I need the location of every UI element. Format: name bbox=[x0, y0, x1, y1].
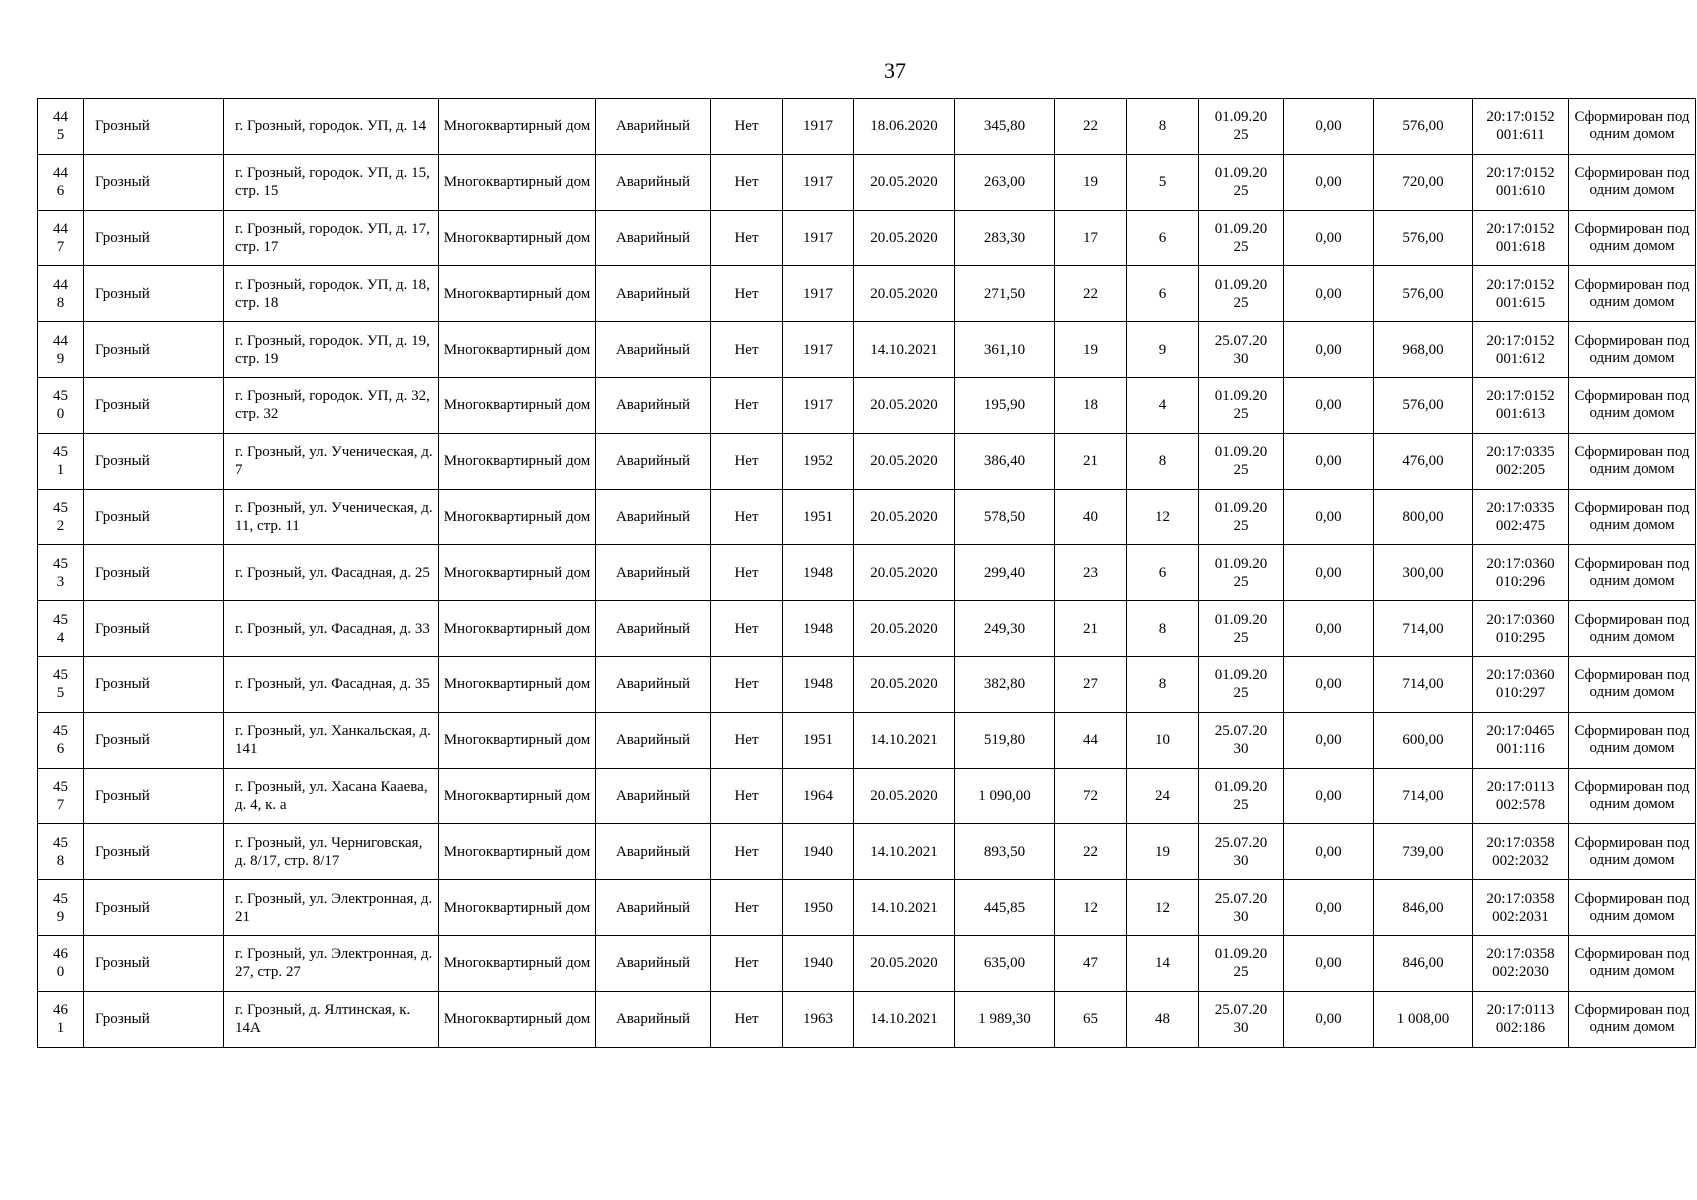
cell-planned-resettlement-date: 25.07.20 30 bbox=[1199, 991, 1284, 1047]
cell-land-plot-status: Сформирован под одним домом bbox=[1569, 489, 1696, 545]
cell-land-plot-status: Сформирован под одним домом bbox=[1569, 210, 1696, 266]
cell-total-area: 271,50 bbox=[955, 266, 1055, 322]
page-number: 37 bbox=[884, 58, 906, 83]
cell-municipality: Грозный bbox=[84, 154, 224, 210]
table-row bbox=[38, 545, 1696, 601]
cell-residents-count: 19 bbox=[1055, 322, 1127, 378]
cell-planned-resettlement-date: 01.09.20 25 bbox=[1199, 489, 1284, 545]
cell-cultural-heritage: Нет bbox=[711, 210, 783, 266]
cell-address: г. Грозный, городок. УП, д. 15, стр. 15 bbox=[224, 154, 439, 210]
cell-building-type: Многоквартирный дом bbox=[439, 991, 596, 1047]
cell-address: г. Грозный, ул. Электронная, д. 21 bbox=[224, 880, 439, 936]
cell-total-area: 519,80 bbox=[955, 712, 1055, 768]
cell-price-value: 846,00 bbox=[1374, 935, 1473, 991]
cell-municipality: Грозный bbox=[84, 601, 224, 657]
cell-area-value: 0,00 bbox=[1284, 322, 1374, 378]
table-row bbox=[38, 433, 1696, 489]
cell-residents-count: 12 bbox=[1055, 880, 1127, 936]
cell-condition: Аварийный bbox=[596, 601, 711, 657]
cell-total-area: 386,40 bbox=[955, 433, 1055, 489]
cell-price-value: 739,00 bbox=[1374, 824, 1473, 880]
cell-residents-count: 17 bbox=[1055, 210, 1127, 266]
cell-area-value: 0,00 bbox=[1284, 489, 1374, 545]
cell-apartments-count: 24 bbox=[1127, 768, 1199, 824]
cell-cadastral-number: 20:17:0360 010:295 bbox=[1473, 601, 1569, 657]
cell-address: г. Грозный, городок. УП, д. 18, стр. 18 bbox=[224, 266, 439, 322]
cell-planned-resettlement-date: 25.07.20 30 bbox=[1199, 880, 1284, 936]
cell-planned-resettlement-date: 01.09.20 25 bbox=[1199, 154, 1284, 210]
cell-residents-count: 72 bbox=[1055, 768, 1127, 824]
table-row bbox=[38, 99, 1696, 155]
cell-municipality: Грозный bbox=[84, 824, 224, 880]
cell-cultural-heritage: Нет bbox=[711, 154, 783, 210]
cell-building-type: Многоквартирный дом bbox=[439, 601, 596, 657]
table-row bbox=[38, 880, 1696, 936]
cell-price-value: 714,00 bbox=[1374, 601, 1473, 657]
cell-land-plot-status: Сформирован под одним домом bbox=[1569, 768, 1696, 824]
cell-area-value: 0,00 bbox=[1284, 768, 1374, 824]
cell-recognition-date: 14.10.2021 bbox=[854, 824, 955, 880]
cell-recognition-date: 14.10.2021 bbox=[854, 712, 955, 768]
cell-apartments-count: 19 bbox=[1127, 824, 1199, 880]
cell-planned-resettlement-date: 01.09.20 25 bbox=[1199, 99, 1284, 155]
cell-municipality: Грозный bbox=[84, 210, 224, 266]
table-row bbox=[38, 656, 1696, 712]
cell-price-value: 576,00 bbox=[1374, 377, 1473, 433]
cell-construction-year: 1940 bbox=[783, 824, 854, 880]
cell-total-area: 893,50 bbox=[955, 824, 1055, 880]
cell-residents-count: 21 bbox=[1055, 601, 1127, 657]
cell-land-plot-status: Сформирован под одним домом bbox=[1569, 266, 1696, 322]
cell-recognition-date: 14.10.2021 bbox=[854, 991, 955, 1047]
cell-price-value: 300,00 bbox=[1374, 545, 1473, 601]
cell-building-type: Многоквартирный дом bbox=[439, 489, 596, 545]
cell-price-value: 476,00 bbox=[1374, 433, 1473, 489]
cell-area-value: 0,00 bbox=[1284, 935, 1374, 991]
table-row bbox=[38, 935, 1696, 991]
cell-land-plot-status: Сформирован под одним домом bbox=[1569, 99, 1696, 155]
cell-address: г. Грозный, ул. Ханкальская, д. 141 bbox=[224, 712, 439, 768]
table-row bbox=[38, 768, 1696, 824]
cell-total-area: 635,00 bbox=[955, 935, 1055, 991]
cell-condition: Аварийный bbox=[596, 768, 711, 824]
cell-land-plot-status: Сформирован под одним домом bbox=[1569, 880, 1696, 936]
housing-registry-table bbox=[37, 98, 1696, 1048]
cell-cultural-heritage: Нет bbox=[711, 712, 783, 768]
cell-cultural-heritage: Нет bbox=[711, 433, 783, 489]
cell-total-area: 195,90 bbox=[955, 377, 1055, 433]
cell-municipality: Грозный bbox=[84, 768, 224, 824]
cell-recognition-date: 20.05.2020 bbox=[854, 266, 955, 322]
cell-municipality: Грозный bbox=[84, 433, 224, 489]
cell-condition: Аварийный bbox=[596, 433, 711, 489]
cell-residents-count: 22 bbox=[1055, 99, 1127, 155]
cell-apartments-count: 9 bbox=[1127, 322, 1199, 378]
cell-cultural-heritage: Нет bbox=[711, 601, 783, 657]
cell-address: г. Грозный, ул. Хасана Кааева, д. 4, к. а bbox=[224, 768, 439, 824]
cell-land-plot-status: Сформирован под одним домом bbox=[1569, 433, 1696, 489]
cell-price-value: 714,00 bbox=[1374, 768, 1473, 824]
cell-area-value: 0,00 bbox=[1284, 433, 1374, 489]
cell-cadastral-number: 20:17:0152 001:618 bbox=[1473, 210, 1569, 266]
cell-residents-count: 44 bbox=[1055, 712, 1127, 768]
cell-apartments-count: 12 bbox=[1127, 880, 1199, 936]
table-row bbox=[38, 154, 1696, 210]
cell-building-type: Многоквартирный дом bbox=[439, 656, 596, 712]
cell-recognition-date: 20.05.2020 bbox=[854, 489, 955, 545]
cell-total-area: 249,30 bbox=[955, 601, 1055, 657]
table-row bbox=[38, 322, 1696, 378]
cell-cadastral-number: 20:17:0152 001:611 bbox=[1473, 99, 1569, 155]
cell-address: г. Грозный, ул. Черниговская, д. 8/17, стр. 8/17 bbox=[224, 824, 439, 880]
cell-total-area: 345,80 bbox=[955, 99, 1055, 155]
cell-municipality: Грозный bbox=[84, 99, 224, 155]
cell-apartments-count: 8 bbox=[1127, 656, 1199, 712]
cell-building-type: Многоквартирный дом bbox=[439, 712, 596, 768]
cell-land-plot-status: Сформирован под одним домом bbox=[1569, 824, 1696, 880]
cell-row-number: 45 5 bbox=[38, 656, 84, 712]
cell-cadastral-number: 20:17:0152 001:612 bbox=[1473, 322, 1569, 378]
cell-residents-count: 27 bbox=[1055, 656, 1127, 712]
cell-area-value: 0,00 bbox=[1284, 154, 1374, 210]
cell-row-number: 45 6 bbox=[38, 712, 84, 768]
cell-row-number: 45 7 bbox=[38, 768, 84, 824]
cell-condition: Аварийный bbox=[596, 154, 711, 210]
cell-apartments-count: 6 bbox=[1127, 266, 1199, 322]
cell-condition: Аварийный bbox=[596, 266, 711, 322]
cell-planned-resettlement-date: 25.07.20 30 bbox=[1199, 824, 1284, 880]
cell-price-value: 800,00 bbox=[1374, 489, 1473, 545]
cell-condition: Аварийный bbox=[596, 656, 711, 712]
cell-municipality: Грозный bbox=[84, 489, 224, 545]
cell-row-number: 44 5 bbox=[38, 99, 84, 155]
cell-planned-resettlement-date: 01.09.20 25 bbox=[1199, 656, 1284, 712]
cell-land-plot-status: Сформирован под одним домом bbox=[1569, 935, 1696, 991]
cell-total-area: 283,30 bbox=[955, 210, 1055, 266]
cell-cadastral-number: 20:17:0152 001:610 bbox=[1473, 154, 1569, 210]
cell-area-value: 0,00 bbox=[1284, 880, 1374, 936]
cell-area-value: 0,00 bbox=[1284, 210, 1374, 266]
table-row bbox=[38, 712, 1696, 768]
cell-condition: Аварийный bbox=[596, 935, 711, 991]
cell-recognition-date: 20.05.2020 bbox=[854, 768, 955, 824]
cell-residents-count: 19 bbox=[1055, 154, 1127, 210]
cell-apartments-count: 8 bbox=[1127, 99, 1199, 155]
cell-construction-year: 1917 bbox=[783, 210, 854, 266]
cell-apartments-count: 5 bbox=[1127, 154, 1199, 210]
cell-construction-year: 1952 bbox=[783, 433, 854, 489]
cell-area-value: 0,00 bbox=[1284, 99, 1374, 155]
cell-building-type: Многоквартирный дом bbox=[439, 880, 596, 936]
cell-price-value: 846,00 bbox=[1374, 880, 1473, 936]
cell-municipality: Грозный bbox=[84, 935, 224, 991]
cell-apartments-count: 6 bbox=[1127, 545, 1199, 601]
cell-construction-year: 1963 bbox=[783, 991, 854, 1047]
cell-condition: Аварийный bbox=[596, 880, 711, 936]
cell-apartments-count: 10 bbox=[1127, 712, 1199, 768]
table-row bbox=[38, 377, 1696, 433]
cell-construction-year: 1948 bbox=[783, 601, 854, 657]
cell-cultural-heritage: Нет bbox=[711, 99, 783, 155]
cell-cultural-heritage: Нет bbox=[711, 880, 783, 936]
cell-recognition-date: 20.05.2020 bbox=[854, 154, 955, 210]
table-row bbox=[38, 601, 1696, 657]
cell-building-type: Многоквартирный дом bbox=[439, 266, 596, 322]
cell-total-area: 1 090,00 bbox=[955, 768, 1055, 824]
cell-total-area: 263,00 bbox=[955, 154, 1055, 210]
cell-cultural-heritage: Нет bbox=[711, 935, 783, 991]
cell-construction-year: 1917 bbox=[783, 154, 854, 210]
cell-building-type: Многоквартирный дом bbox=[439, 433, 596, 489]
cell-address: г. Грозный, городок. УП, д. 14 bbox=[224, 99, 439, 155]
cell-municipality: Грозный bbox=[84, 545, 224, 601]
cell-cultural-heritage: Нет bbox=[711, 322, 783, 378]
cell-recognition-date: 20.05.2020 bbox=[854, 601, 955, 657]
cell-planned-resettlement-date: 01.09.20 25 bbox=[1199, 377, 1284, 433]
cell-area-value: 0,00 bbox=[1284, 712, 1374, 768]
cell-condition: Аварийный bbox=[596, 489, 711, 545]
cell-residents-count: 18 bbox=[1055, 377, 1127, 433]
cell-cadastral-number: 20:17:0335 002:475 bbox=[1473, 489, 1569, 545]
cell-row-number: 46 1 bbox=[38, 991, 84, 1047]
cell-construction-year: 1951 bbox=[783, 489, 854, 545]
cell-planned-resettlement-date: 01.09.20 25 bbox=[1199, 266, 1284, 322]
cell-building-type: Многоквартирный дом bbox=[439, 768, 596, 824]
cell-cultural-heritage: Нет bbox=[711, 991, 783, 1047]
cell-address: г. Грозный, городок. УП, д. 19, стр. 19 bbox=[224, 322, 439, 378]
cell-apartments-count: 4 bbox=[1127, 377, 1199, 433]
cell-row-number: 44 6 bbox=[38, 154, 84, 210]
cell-building-type: Многоквартирный дом bbox=[439, 935, 596, 991]
cell-municipality: Грозный bbox=[84, 266, 224, 322]
cell-building-type: Многоквартирный дом bbox=[439, 322, 596, 378]
cell-apartments-count: 12 bbox=[1127, 489, 1199, 545]
cell-address: г. Грозный, ул. Ученическая, д. 7 bbox=[224, 433, 439, 489]
cell-building-type: Многоквартирный дом bbox=[439, 824, 596, 880]
cell-building-type: Многоквартирный дом bbox=[439, 99, 596, 155]
cell-row-number: 44 8 bbox=[38, 266, 84, 322]
cell-recognition-date: 20.05.2020 bbox=[854, 935, 955, 991]
cell-apartments-count: 6 bbox=[1127, 210, 1199, 266]
cell-apartments-count: 48 bbox=[1127, 991, 1199, 1047]
cell-total-area: 382,80 bbox=[955, 656, 1055, 712]
cell-cadastral-number: 20:17:0360 010:296 bbox=[1473, 545, 1569, 601]
cell-address: г. Грозный, городок. УП, д. 17, стр. 17 bbox=[224, 210, 439, 266]
cell-row-number: 45 3 bbox=[38, 545, 84, 601]
cell-area-value: 0,00 bbox=[1284, 377, 1374, 433]
cell-condition: Аварийный bbox=[596, 377, 711, 433]
cell-cultural-heritage: Нет bbox=[711, 656, 783, 712]
cell-address: г. Грозный, ул. Фасадная, д. 33 bbox=[224, 601, 439, 657]
table-row bbox=[38, 991, 1696, 1047]
cell-condition: Аварийный bbox=[596, 824, 711, 880]
cell-recognition-date: 14.10.2021 bbox=[854, 322, 955, 378]
cell-construction-year: 1917 bbox=[783, 266, 854, 322]
cell-recognition-date: 14.10.2021 bbox=[854, 880, 955, 936]
cell-row-number: 45 9 bbox=[38, 880, 84, 936]
cell-recognition-date: 20.05.2020 bbox=[854, 656, 955, 712]
cell-recognition-date: 20.05.2020 bbox=[854, 377, 955, 433]
cell-apartments-count: 8 bbox=[1127, 601, 1199, 657]
cell-cadastral-number: 20:17:0152 001:615 bbox=[1473, 266, 1569, 322]
cell-land-plot-status: Сформирован под одним домом bbox=[1569, 545, 1696, 601]
cell-area-value: 0,00 bbox=[1284, 545, 1374, 601]
cell-price-value: 714,00 bbox=[1374, 656, 1473, 712]
cell-planned-resettlement-date: 01.09.20 25 bbox=[1199, 545, 1284, 601]
cell-apartments-count: 14 bbox=[1127, 935, 1199, 991]
cell-total-area: 299,40 bbox=[955, 545, 1055, 601]
cell-area-value: 0,00 bbox=[1284, 656, 1374, 712]
cell-condition: Аварийный bbox=[596, 545, 711, 601]
cell-construction-year: 1964 bbox=[783, 768, 854, 824]
cell-row-number: 46 0 bbox=[38, 935, 84, 991]
cell-residents-count: 22 bbox=[1055, 824, 1127, 880]
cell-recognition-date: 20.05.2020 bbox=[854, 433, 955, 489]
cell-building-type: Многоквартирный дом bbox=[439, 154, 596, 210]
cell-municipality: Грозный bbox=[84, 656, 224, 712]
cell-cadastral-number: 20:17:0113 002:578 bbox=[1473, 768, 1569, 824]
cell-row-number: 45 8 bbox=[38, 824, 84, 880]
cell-municipality: Грозный bbox=[84, 991, 224, 1047]
cell-address: г. Грозный, ул. Фасадная, д. 25 bbox=[224, 545, 439, 601]
cell-construction-year: 1940 bbox=[783, 935, 854, 991]
cell-price-value: 600,00 bbox=[1374, 712, 1473, 768]
cell-total-area: 1 989,30 bbox=[955, 991, 1055, 1047]
cell-planned-resettlement-date: 01.09.20 25 bbox=[1199, 210, 1284, 266]
cell-condition: Аварийный bbox=[596, 991, 711, 1047]
cell-cadastral-number: 20:17:0360 010:297 bbox=[1473, 656, 1569, 712]
cell-price-value: 968,00 bbox=[1374, 322, 1473, 378]
cell-cadastral-number: 20:17:0358 002:2031 bbox=[1473, 880, 1569, 936]
cell-recognition-date: 20.05.2020 bbox=[854, 210, 955, 266]
cell-cadastral-number: 20:17:0358 002:2030 bbox=[1473, 935, 1569, 991]
cell-price-value: 576,00 bbox=[1374, 266, 1473, 322]
cell-price-value: 576,00 bbox=[1374, 210, 1473, 266]
cell-land-plot-status: Сформирован под одним домом bbox=[1569, 656, 1696, 712]
cell-cultural-heritage: Нет bbox=[711, 489, 783, 545]
cell-residents-count: 21 bbox=[1055, 433, 1127, 489]
cell-recognition-date: 20.05.2020 bbox=[854, 545, 955, 601]
table-row bbox=[38, 824, 1696, 880]
cell-cultural-heritage: Нет bbox=[711, 768, 783, 824]
cell-residents-count: 65 bbox=[1055, 991, 1127, 1047]
cell-land-plot-status: Сформирован под одним домом bbox=[1569, 322, 1696, 378]
cell-recognition-date: 18.06.2020 bbox=[854, 99, 955, 155]
table-row bbox=[38, 489, 1696, 545]
cell-construction-year: 1948 bbox=[783, 656, 854, 712]
cell-planned-resettlement-date: 25.07.20 30 bbox=[1199, 322, 1284, 378]
cell-residents-count: 22 bbox=[1055, 266, 1127, 322]
cell-building-type: Многоквартирный дом bbox=[439, 210, 596, 266]
cell-total-area: 578,50 bbox=[955, 489, 1055, 545]
cell-price-value: 576,00 bbox=[1374, 99, 1473, 155]
cell-land-plot-status: Сформирован под одним домом bbox=[1569, 712, 1696, 768]
cell-area-value: 0,00 bbox=[1284, 601, 1374, 657]
cell-cadastral-number: 20:17:0358 002:2032 bbox=[1473, 824, 1569, 880]
cell-building-type: Многоквартирный дом bbox=[439, 545, 596, 601]
cell-area-value: 0,00 bbox=[1284, 991, 1374, 1047]
cell-cadastral-number: 20:17:0152 001:613 bbox=[1473, 377, 1569, 433]
cell-construction-year: 1917 bbox=[783, 377, 854, 433]
cell-municipality: Грозный bbox=[84, 712, 224, 768]
cell-apartments-count: 8 bbox=[1127, 433, 1199, 489]
cell-planned-resettlement-date: 01.09.20 25 bbox=[1199, 433, 1284, 489]
cell-residents-count: 47 bbox=[1055, 935, 1127, 991]
cell-address: г. Грозный, д. Ялтинская, к. 14А bbox=[224, 991, 439, 1047]
cell-municipality: Грозный bbox=[84, 322, 224, 378]
cell-area-value: 0,00 bbox=[1284, 266, 1374, 322]
cell-price-value: 1 008,00 bbox=[1374, 991, 1473, 1047]
cell-cultural-heritage: Нет bbox=[711, 266, 783, 322]
cell-condition: Аварийный bbox=[596, 99, 711, 155]
cell-total-area: 445,85 bbox=[955, 880, 1055, 936]
cell-planned-resettlement-date: 01.09.20 25 bbox=[1199, 935, 1284, 991]
cell-price-value: 720,00 bbox=[1374, 154, 1473, 210]
cell-condition: Аварийный bbox=[596, 712, 711, 768]
cell-planned-resettlement-date: 01.09.20 25 bbox=[1199, 768, 1284, 824]
cell-construction-year: 1950 bbox=[783, 880, 854, 936]
cell-address: г. Грозный, городок. УП, д. 32, стр. 32 bbox=[224, 377, 439, 433]
cell-construction-year: 1917 bbox=[783, 322, 854, 378]
cell-row-number: 45 1 bbox=[38, 433, 84, 489]
cell-land-plot-status: Сформирован под одним домом bbox=[1569, 377, 1696, 433]
cell-land-plot-status: Сформирован под одним домом bbox=[1569, 154, 1696, 210]
cell-row-number: 44 7 bbox=[38, 210, 84, 266]
cell-land-plot-status: Сформирован под одним домом bbox=[1569, 991, 1696, 1047]
cell-total-area: 361,10 bbox=[955, 322, 1055, 378]
cell-cadastral-number: 20:17:0113 002:186 bbox=[1473, 991, 1569, 1047]
cell-cadastral-number: 20:17:0335 002:205 bbox=[1473, 433, 1569, 489]
cell-cultural-heritage: Нет bbox=[711, 377, 783, 433]
table-row bbox=[38, 266, 1696, 322]
cell-building-type: Многоквартирный дом bbox=[439, 377, 596, 433]
cell-row-number: 44 9 bbox=[38, 322, 84, 378]
cell-construction-year: 1917 bbox=[783, 99, 854, 155]
cell-condition: Аварийный bbox=[596, 210, 711, 266]
cell-cultural-heritage: Нет bbox=[711, 824, 783, 880]
cell-area-value: 0,00 bbox=[1284, 824, 1374, 880]
cell-municipality: Грозный bbox=[84, 880, 224, 936]
cell-address: г. Грозный, ул. Ученическая, д. 11, стр. 11 bbox=[224, 489, 439, 545]
cell-land-plot-status: Сформирован под одним домом bbox=[1569, 601, 1696, 657]
cell-construction-year: 1948 bbox=[783, 545, 854, 601]
cell-condition: Аварийный bbox=[596, 322, 711, 378]
cell-cultural-heritage: Нет bbox=[711, 545, 783, 601]
cell-planned-resettlement-date: 25.07.20 30 bbox=[1199, 712, 1284, 768]
table-row bbox=[38, 210, 1696, 266]
cell-construction-year: 1951 bbox=[783, 712, 854, 768]
cell-residents-count: 23 bbox=[1055, 545, 1127, 601]
cell-municipality: Грозный bbox=[84, 377, 224, 433]
cell-residents-count: 40 bbox=[1055, 489, 1127, 545]
cell-address: г. Грозный, ул. Электронная, д. 27, стр. 27 bbox=[224, 935, 439, 991]
cell-row-number: 45 4 bbox=[38, 601, 84, 657]
cell-address: г. Грозный, ул. Фасадная, д. 35 bbox=[224, 656, 439, 712]
cell-cadastral-number: 20:17:0465 001:116 bbox=[1473, 712, 1569, 768]
cell-row-number: 45 2 bbox=[38, 489, 84, 545]
cell-row-number: 45 0 bbox=[38, 377, 84, 433]
cell-planned-resettlement-date: 01.09.20 25 bbox=[1199, 601, 1284, 657]
